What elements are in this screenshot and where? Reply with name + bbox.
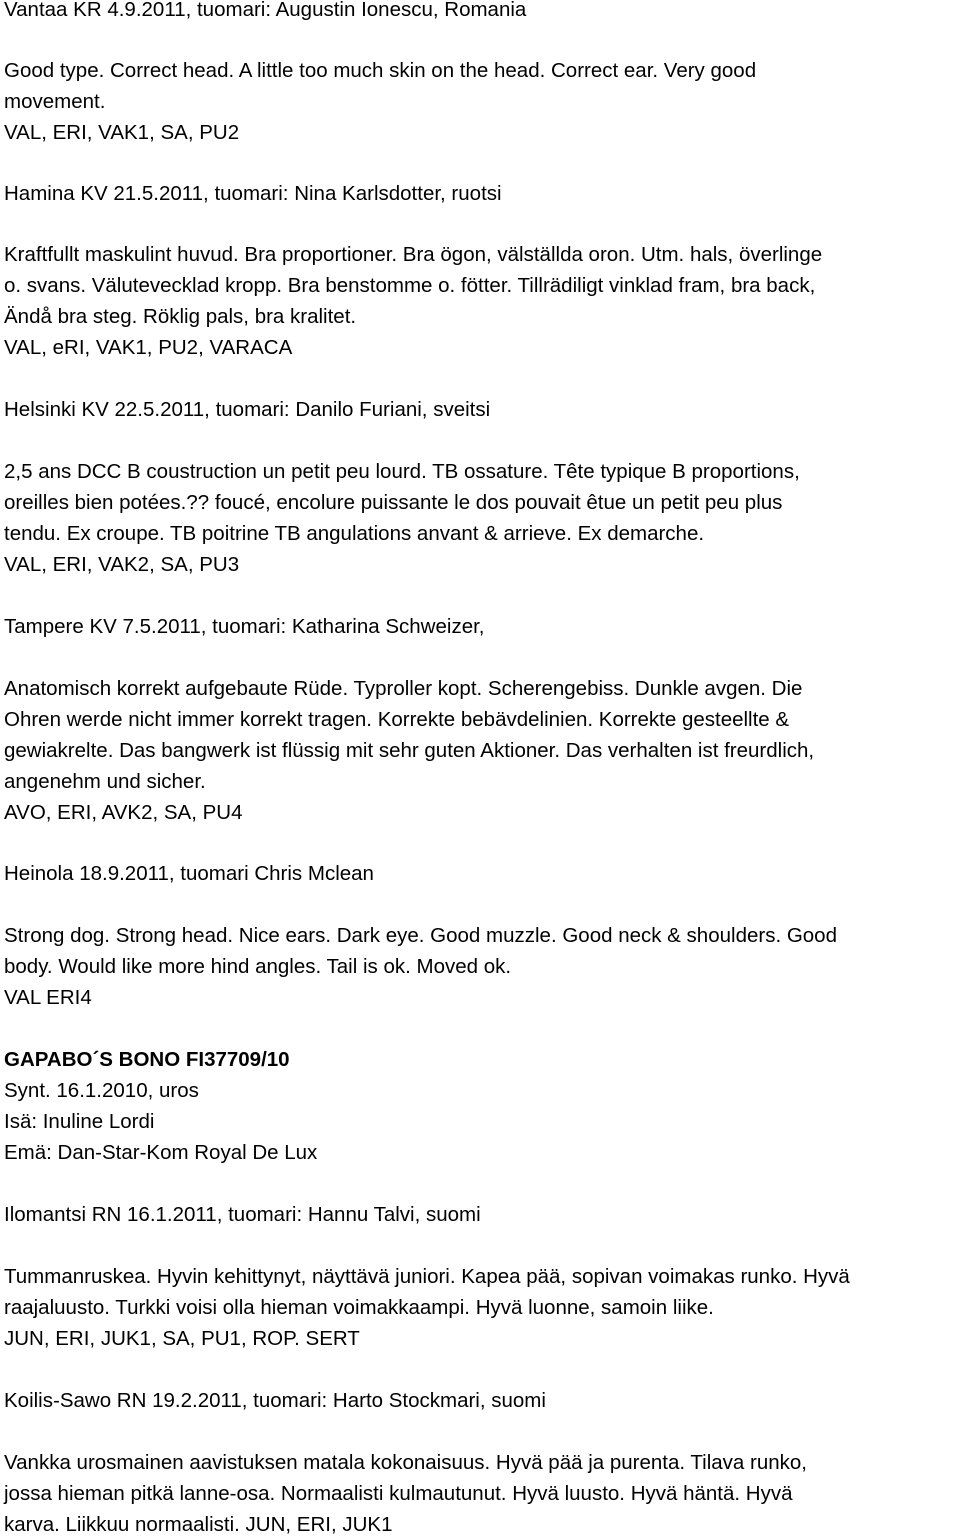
critique-line: jossa hieman pitkä lanne-osa. Normaalisti kulmautunut. Hyvä luusto. Hyvä häntä. Hyvä	[4, 1482, 793, 1505]
critique-line: raajaluusto. Turkki voisi olla hieman voimakkaampi. Hyvä luonne, samoin liike.	[4, 1296, 714, 1319]
show-heading-heinola: Heinola 18.9.2011, tuomari Chris Mclean	[4, 862, 374, 885]
critique-line: Anatomisch korrekt aufgebaute Rüde. Typroller kopt. Scherengebiss. Dunkle avgen. Die	[4, 677, 803, 700]
result-line: JUN, ERI, JUK1, SA, PU1, ROP. SERT	[4, 1327, 360, 1350]
show-heading-koilis-sawo: Koilis-Sawo RN 19.2.2011, tuomari: Harto Stockmari, suomi	[4, 1389, 546, 1412]
critique-line: Vankka urosmainen aavistuksen matala kokonaisuus. Hyvä pää ja purenta. Tilava runko,	[4, 1451, 807, 1474]
critique-line: gewiakrelte. Das bangwerk ist flüssig mit sehr guten Aktioner. Das verhalten ist freurdlich,	[4, 739, 815, 762]
result-line: VAL ERI4	[4, 986, 92, 1009]
dog-birth-line: Synt. 16.1.2010, uros	[4, 1079, 199, 1102]
critique-line: oreilles bien potées.?? foucé, encolure puissante le dos pouvait êtue un petit peu plus	[4, 491, 783, 514]
dog-name-heading: GAPABO´S BONO FI37709/10	[4, 1048, 290, 1071]
critique-line: body. Would like more hind angles. Tail is ok. Moved ok.	[4, 955, 512, 978]
critique-line: Tummanruskea. Hyvin kehittynyt, näyttävä juniori. Kapea pää, sopivan voimakas runko. Hyvä	[4, 1265, 850, 1288]
show-heading-hamina: Hamina KV 21.5.2011, tuomari: Nina Karlsdotter, ruotsi	[4, 182, 502, 205]
critique-line: Ohren werde nicht immer korrekt tragen. Korrekte bebävdelinien. Korrekte gesteellte &	[4, 708, 790, 731]
critique-line: angenehm und sicher.	[4, 770, 206, 793]
critique-line: 2,5 ans DCC B coustruction un petit peu lourd. TB ossature. Tête typique B proportions,	[4, 460, 800, 483]
dog-dam-line: Emä: Dan-Star-Kom Royal De Lux	[4, 1141, 318, 1164]
show-heading-helsinki: Helsinki KV 22.5.2011, tuomari: Danilo Furiani, sveitsi	[4, 398, 491, 421]
result-line: VAL, eRI, VAK1, PU2, VARACA	[4, 336, 293, 359]
critique-line: karva. Liikkuu normaalisti. JUN, ERI, JUK1	[4, 1513, 393, 1536]
result-line: VAL, ERI, VAK2, SA, PU3	[4, 553, 240, 576]
critique-line: Kraftfullt maskulint huvud. Bra proportioner. Bra ögon, välställda oron. Utm. hals, överlinge	[4, 243, 823, 266]
critique-line: Good type. Correct head. A little too much skin on the head. Correct ear. Very good	[4, 59, 757, 82]
critique-line: movement.	[4, 90, 106, 113]
critique-line: o. svans. Välutevecklad kropp. Bra benstomme o. fötter. Tillrädiligt vinklad fram, bra back,	[4, 274, 816, 297]
critique-line: tendu. Ex croupe. TB poitrine TB angulations anvant & arrieve. Ex demarche.	[4, 522, 705, 545]
result-line: AVO, ERI, AVK2, SA, PU4	[4, 801, 243, 824]
show-heading-ilomantsi: Ilomantsi RN 16.1.2011, tuomari: Hannu Talvi, suomi	[4, 1203, 481, 1226]
critique-line: Strong dog. Strong head. Nice ears. Dark eye. Good muzzle. Good neck & shoulders. Good	[4, 924, 837, 947]
dog-sire-line: Isä: Inuline Lordi	[4, 1110, 155, 1133]
show-heading-vantaa: Vantaa KR 4.9.2011, tuomari: Augustin Ionescu, Romania	[4, 0, 527, 21]
show-heading-tampere: Tampere KV 7.5.2011, tuomari: Katharina Schweizer,	[4, 615, 485, 638]
result-line: VAL, ERI, VAK1, SA, PU2	[4, 121, 240, 144]
critique-line: Ändå bra steg. Röklig pals, bra kralitet.	[4, 305, 357, 328]
